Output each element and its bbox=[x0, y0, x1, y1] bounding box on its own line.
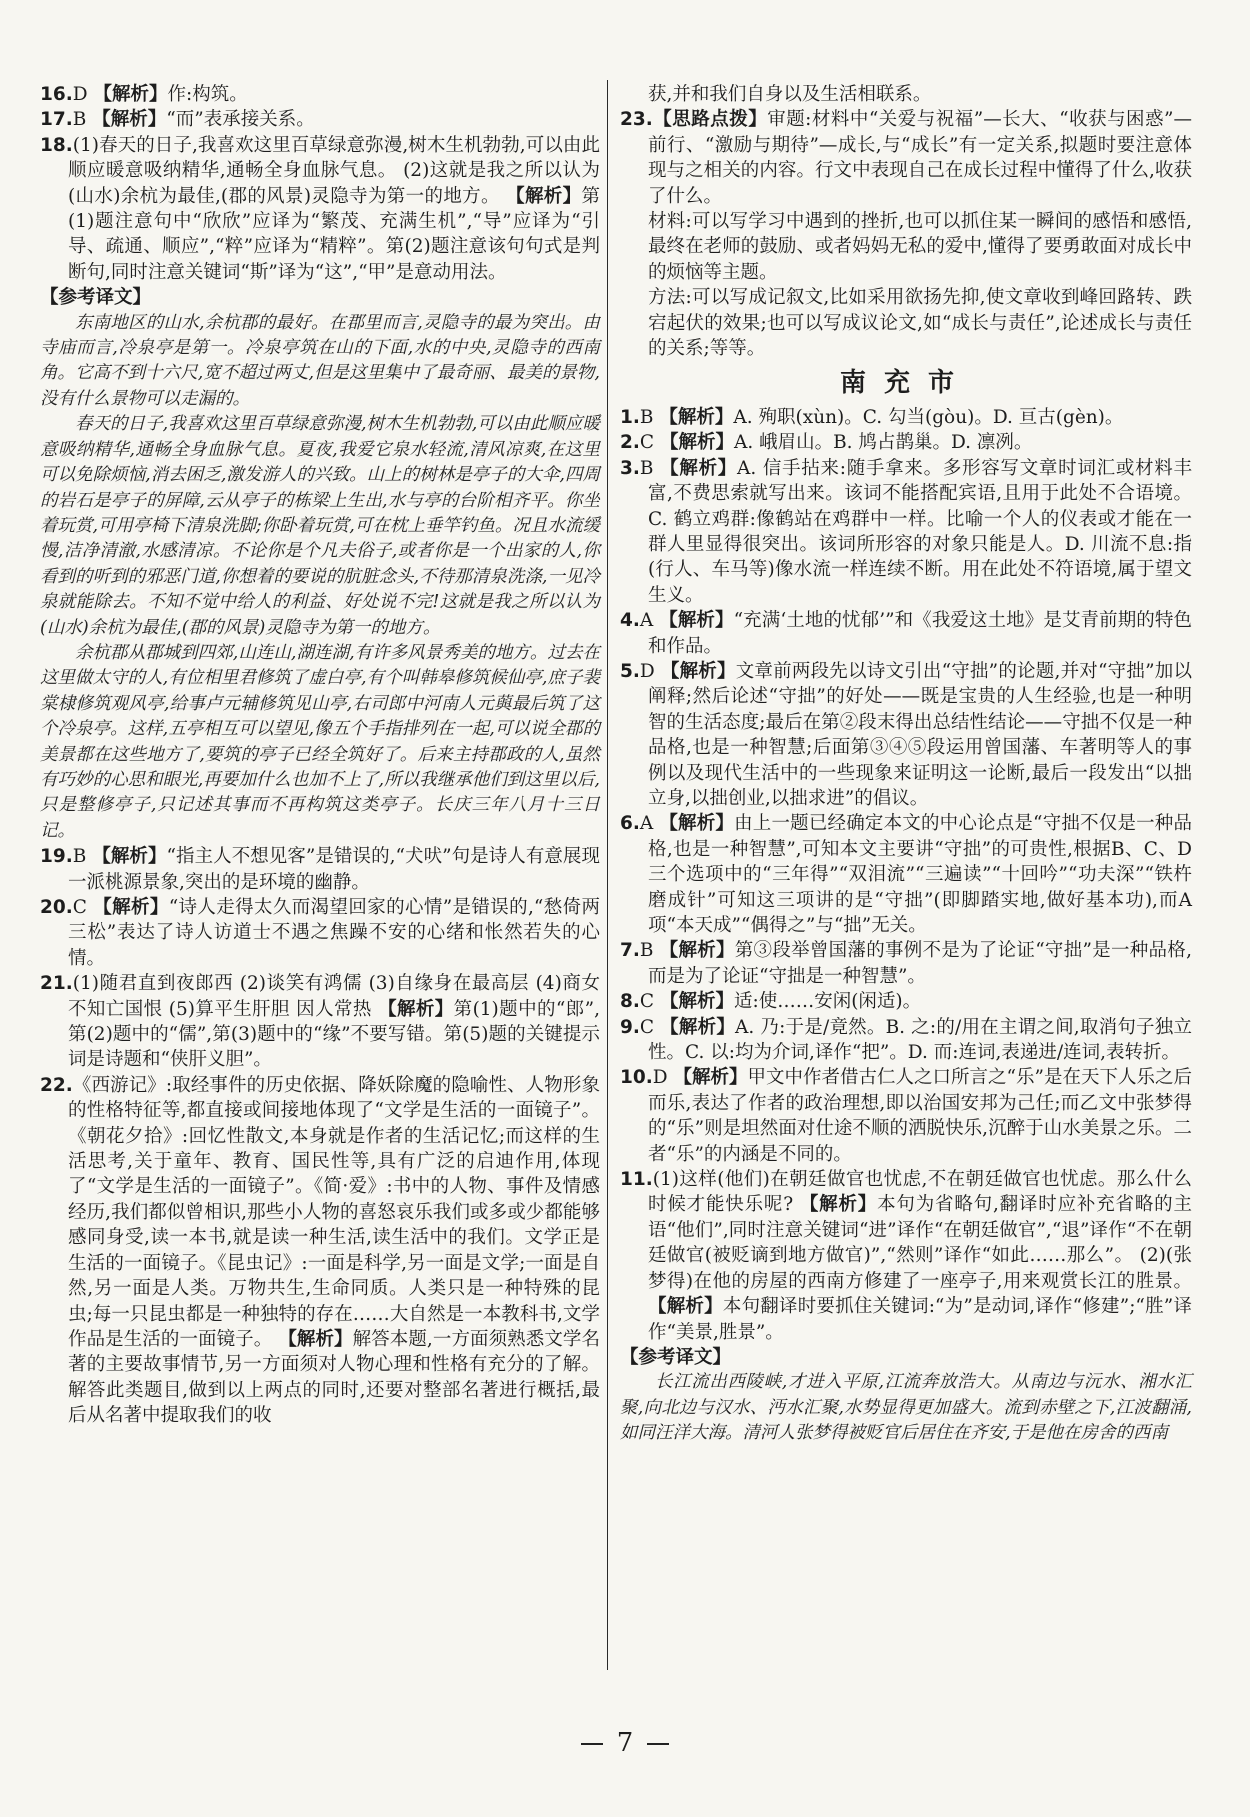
answer-9: 9.C 【解析】A. 乃:于是/竟然。B. 之:的/用在主谓之间,取消句子独立性。C. 以:均为介词,译作“把”。D. 而:连词,表递进/连词,表转折。 bbox=[620, 1016, 1192, 1064]
answer-8: 8.C 【解析】适:使……安闲(闲适)。 bbox=[620, 991, 922, 1013]
translation-paragraph: 春天的日子,我喜欢这里百草绿意弥漫,树木生机勃勃,可以由此顺应暖意吸纳精华,通畅全身血脉气息。夏夜,我爱它泉水轻流,清风凉爽,在这里可以免除烦恼,消去困乏,激发游人的兴致。山上的树林是亭子的大伞,四周的岩石是亭子的屏障,云从亭子的栋梁上生出,水与亭的台阶相齐平。你坐着玩赏,可用亭椅下清泉洗脚;你卧着玩赏,可在枕上垂竿钓鱼。况且水流缓慢,洁净清澈,水感清凉。不论你是个凡夫俗子,或者你是一个出家的人,你看到的听到的邪恶门道,你想着的要说的肮脏念头,不待那清泉洗涤,一见冷泉就能除去。不知不觉中给人的利益、好处说不完!这就是我之所以认为(山水)余杭为最佳,(郡的风景)灵隐寺为第一的地方。 bbox=[40, 414, 600, 638]
continued-text: 获,并和我们自身以及生活相联系。 bbox=[648, 84, 932, 105]
answer-4: 4.A 【解析】“充满‘土地的忧郁’”和《我爱这土地》是艾青前期的特色和作品。 bbox=[620, 610, 1192, 657]
column-divider bbox=[607, 80, 608, 1670]
answer-1: 1.B 【解析】A. 殉职(xùn)。C. 勾当(gòu)。D. 亘古(gèn)。 bbox=[620, 406, 1124, 428]
answer-11: 11.(1)这样(他们)在朝廷做官也忧虑,不在朝廷做官也忧虑。那么什么时候才能快乐呢? 【解析】本句为省略句,翻译时应补充省略的主语“他们”,同时注意关键词“进”译作“在朝廷做官”,“退”译作“不在朝廷做官(被贬谪到地方做官)”,“然则”译作“如此……那么”。 (2)(张梦得)在他的房屋的西南方修建了一座亭子,用来观赏长江的胜景。 【解析】本句翻译时要抓住关键词:“为”是动词,译作“修建”;“胜”译作“美景,胜景”。 bbox=[620, 1169, 1192, 1343]
answer-6: 6.A 【解析】由上一题已经确定本文的中心论点是“守拙不仅是一种品格,也是一种智慧”,可知本文主要讲“守拙”的可贵性,根据B、C、D三个选项中的“三年得”“双泪流”“三遍读”“十回吟”“功夫深”“铁杵磨成针”可知这三项讲的是“守拙”(即脚踏实地,做好基本功),而A项“本天成”“偶得之”与“拙”无关。 bbox=[620, 813, 1192, 936]
right-column bbox=[620, 82, 1192, 1447]
answer-10: 10.D 【解析】甲文中作者借古仁人之口所言之“乐”是在天下人乐之后而乐,表达了作者的政治理想,即以治国安邦为己任;而乙文中张梦得的“乐”则是坦然面对仕途不顺的洒脱快乐,沉醉于山水美景之乐。二者“乐”的内涵是不同的。 bbox=[620, 1067, 1192, 1165]
translation-paragraph: 东南地区的山水,余杭郡的最好。在郡里而言,灵隐寺的最为突出。由寺庙而言,冷泉亭是第一。冷泉亭筑在山的下面,水的中央,灵隐寺的西南角。它高不到十六尺,宽不超过两丈,但是这里集中了最奇丽、最美的景物,没有什么景物可以走漏的。 bbox=[40, 312, 600, 409]
answer-18: 18.(1)春天的日子,我喜欢这里百草绿意弥漫,树木生机勃勃,可以由此顺应暖意吸纳精华,通畅全身血脉气息。 (2)这就是我之所以认为(山水)余杭为最佳,(郡的风景)灵隐寺为第一的地方。 【解析】第(1)题注意句中“欣欣”应译为“繁茂、充满生机”,“导”应译为“引导、疏通、顺应”,“粹”应译为“精粹”。第(2)题注意该句句式是判断句,同时注意关键词“斯”译为“这”,“甲”是意动用法。 bbox=[40, 134, 600, 283]
dash-left bbox=[581, 1743, 603, 1745]
section-title: 南充市 bbox=[839, 368, 972, 399]
answer-17: 17.B 【解析】“而”表承接关系。 bbox=[40, 109, 315, 131]
answer-19: 19.B 【解析】“指主人不想见客”是错误的,“犬吠”句是诗人有意展现一派桃源景象,突出的是环境的幽静。 bbox=[40, 846, 600, 893]
left-column bbox=[40, 82, 600, 1429]
answer-22: 22.《西游记》:取经事件的历史依据、降妖除魔的隐喻性、人物形象的性格特征等,都直接或间接地体现了“文学是生活的一面镜子”。《朝花夕拾》:回忆性散文,本身就是作者的生活记忆;而这样的生活思考,关于童年、教育、国民性等,具有广泛的启迪作用,体现了“文学是生活的一面镜子”。《简·爱》:书中的人物、事件及情感经历,我们都似曾相识,那些小人物的喜怒哀乐我们或多或少都能够感同身受,读一本书,就是读一种生活,读生活中的我们。文学正是生活的一面镜子。《昆虫记》:一面是科学,另一面是文学;一面是自然,另一面是人类。万物共生,生命同质。人类只是一种特殊的昆虫;每一只昆虫都是一种独特的存在……大自然是一本教科书,文学作品是生活的一面镜子。 【解析】解答本题,一方面须熟悉文学名著的主要故事情节,另一方面须对人物心理和性格有充分的了解。解答此类题目,做到以上两点的同时,还要对整部名著进行概括,最后从名著中提取我们的收 bbox=[40, 1074, 600, 1427]
answer-2: 2.C 【解析】A. 峨眉山。B. 鸠占鹊巢。D. 凛冽。 bbox=[620, 432, 1033, 454]
answer-5: 5.D 【解析】文章前两段先以诗文引出“守拙”的论题,并对“守拙”加以阐释;然后论述“守拙”的好处——既是宝贵的人生经验,也是一种明智的生活态度;最后在第②段末得出总结性结论——守拙不仅是一种品格,也是一种智慧;后面第③④⑤段运用曾国藩、车著明等人的事例以及现代生活中的一些现象来证明这一论断,最后一段发出“以拙立身,以拙创业,以拙求进”的倡议。 bbox=[620, 660, 1192, 809]
translation-paragraph: 余杭郡从郡城到四郊,山连山,湖连湖,有许多风景秀美的地方。过去在这里做太守的人,有位相里君修筑了虚白亭,有个叫韩皋修筑候仙亭,庶子裴棠棣修筑观风亭,给事卢元辅修筑见山亭,右司郎中河南人元藇最后筑了这个冷泉亭。这样,五亭相互可以望见,像五个手指排列在一起,可以说全郡的美景都在这些地方了,要筑的亭子已经全筑好了。后来主持郡政的人,虽然有巧妙的心思和眼光,再要加什么也加不上了,所以我继承他们到这里以后,只是整修亭子,只记述其事而不再构筑这类亭子。长庆三年八月十三日记。 bbox=[40, 642, 600, 841]
answer-23: 23.【思路点拨】审题:材料中“关爱与祝福”—长大、“收获与困惑”—前行、“激励与期待”—成长,与“成长”有一定关系,拟题时要注意体现与之相关的内容。行文中表现自己在成长过程中懂得了什么,收获了什么。 bbox=[620, 109, 1192, 207]
reference-translation-heading: 【参考译文】 bbox=[40, 287, 152, 309]
page-number: 7 bbox=[0, 1728, 1250, 1758]
answer-21: 21.(1)随君直到夜郎西 (2)谈笑有鸿儒 (3)自缘身在最高层 (4)商女不知亡国恨 (5)算平生肝胆 因人常热 【解析】第(1)题中的“郎”,第(2)题中的“儒”,第(3)题中的“缘”不要写错。第(5)题的关键提示词是诗题和“侠肝义胆”。 bbox=[40, 973, 600, 1071]
answer-7: 7.B 【解析】第③段举曾国藩的事例不是为了论证“守拙”是一种品格,而是为了论证“守拙是一种智慧”。 bbox=[620, 940, 1192, 987]
answer-23-material: 材料:可以写学习中遇到的挫折,也可以抓住某一瞬间的感悟和感悟,最终在老师的鼓励、或者妈妈无私的爱中,懂得了要勇敢面对成长中的烦恼等主题。 bbox=[648, 211, 1192, 283]
answer-16: 16.D 【解析】作:构筑。 bbox=[40, 84, 248, 105]
answer-20: 20.C 【解析】“诗人走得太久而渴望回家的心情”是错误的,“愁倚两三松”表达了诗人访道士不遇之焦躁不安的心绪和怅然若失的心情。 bbox=[40, 897, 600, 969]
answer-3: 3.B 【解析】A. 信手拈来:随手拿来。多形容写文章时词汇或材料丰富,不费思索就写出来。该词不能搭配宾语,且用于此处不合语境。C. 鹤立鸡群:像鹤站在鸡群中一样。比喻一个人的仪表或才能在一群人里显得很突出。该词所形容的对象只能是人。D. 川流不息:指(行人、车马等)像水流一样连续不断。用在此处不符语境,属于望文生义。 bbox=[620, 457, 1192, 606]
translation-paragraph: 长江流出西陵峡,才进入平原,江流奔放浩大。从南边与沅水、湘水汇聚,向北边与汉水、沔水汇聚,水势显得更加盛大。流到赤壁之下,江波翻涌,如同汪洋大海。清河人张梦得被贬官后居住在齐安,于是他在房舍的西南 bbox=[620, 1372, 1192, 1444]
reference-translation-heading: 【参考译文】 bbox=[620, 1346, 732, 1368]
answer-23-method: 方法:可以写成记叙文,比如采用欲扬先抑,使文章收到峰回路转、跌宕起伏的效果;也可以写成议论文,如“成长与责任”,论述成长与责任的关系;等等。 bbox=[648, 287, 1192, 360]
dash-right bbox=[647, 1743, 669, 1745]
